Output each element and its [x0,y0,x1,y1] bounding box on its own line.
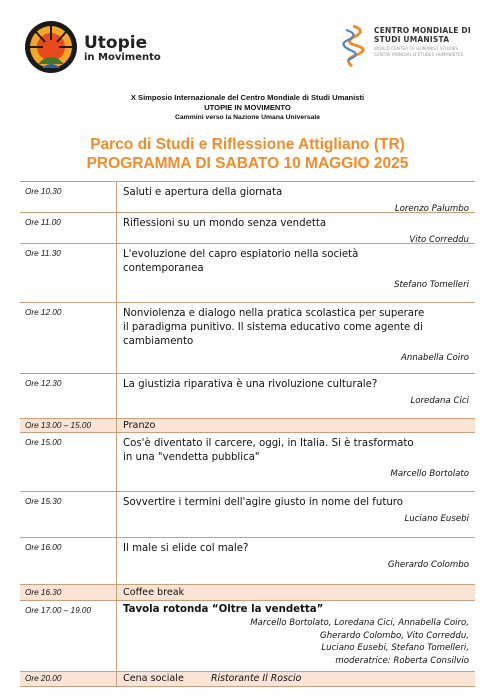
column-divider [116,433,117,491]
column-divider [116,244,117,302]
cmsu-logo [336,22,486,74]
cmsu-logo-sub2: CENTRE MONDIAL D'ÉTUDES HUMANISTES [374,52,464,57]
row-time: Ore 17.00 – 19.00 [25,606,92,615]
sun-logo-icon [24,20,78,74]
row-speaker: Loredana Cici [410,396,469,406]
row-speaker: Lorenzo Palumbo [394,204,469,214]
column-divider [116,492,117,537]
row-speaker: Vito Correddu [409,235,469,245]
program-row [20,212,475,243]
row-title-line: il paradigma punitivo. Il sistema educativo come agente di [123,322,423,333]
program-row [20,491,475,537]
row-title: Il male si elide col male? [123,543,249,554]
row-time: Ore 15.30 [25,497,62,506]
column-divider [116,672,117,686]
row-speaker-line: Marcello Bortolato, Loredana Cici, Annabella Coiro, [250,618,469,628]
column-divider [116,419,117,432]
program-row [20,302,475,373]
swirl-logo-icon [336,22,370,68]
program-table [20,181,475,687]
row-title-line: L'evoluzione del capro espiatorio nella società [123,249,359,260]
row-time: Ore 11.00 [25,218,61,227]
row-speaker-line: Gherardo Colombo, Vito Correddu, [320,630,469,641]
program-row [20,181,475,212]
row-time: Ore 11.30 [25,249,61,258]
program-row [20,243,475,302]
row-time: Ore 15.00 [25,438,62,447]
cmsu-logo-sub1: WORLD CENTER OF HUMANIST STUDIES [374,46,459,51]
row-time: Ore 16.30 [25,588,62,597]
column-divider [116,374,117,418]
row-title-line: Cos'è diventato il carcere, oggi, in Italia. Si è trasformato [123,438,414,449]
row-title-line: contemporanea [123,263,204,274]
column-divider [116,601,117,671]
row-time: Ore 20.00 [25,674,62,683]
column-divider [116,538,117,584]
intro-line1: X Simposio Internazionale del Centro Mondiale di Studi Umanisti [130,93,365,102]
row-title-wrap [123,672,471,685]
utopie-logo-subtitle: in Movimento [84,52,161,63]
row-speaker-line: moderatrice: Roberta Consilvio [335,655,469,666]
cmsu-logo-line1: CENTRO MONDIALE DI [374,26,471,35]
row-title: Saluti e apertura della giornata [123,187,283,198]
utopie-logo-title: Utopie [84,33,148,53]
column-divider [116,182,117,212]
symposium-intro [0,93,495,123]
row-title-line: cambiamento [123,336,194,347]
row-time: Ore 13.00 – 15.00 [25,421,92,430]
row-title: Sovvertire i termini dell'agire giusto in nome del futuro [123,497,404,508]
row-speaker: Gherardo Colombo [387,560,469,570]
cmsu-logo-line2: STUDI UMANISTA [374,35,450,44]
column-divider [116,213,117,243]
row-speaker: Marcello Bortolato [390,469,469,479]
program-row-dinner [20,671,475,687]
program-row-break [20,584,475,600]
intro-line3: Cammini verso la Nazione Umana Universale [174,114,321,121]
row-speaker: Luciano Eusebi [404,514,469,524]
row-time: Ore 10.30 [25,187,62,196]
intro-line2: UTOPIE IN MOVIMENTO [204,103,291,112]
row-title: Pranzo [123,420,156,431]
row-speaker: Stefano Tomelleri [394,280,469,290]
row-title: Cena sociale [123,673,184,684]
row-title-line: Nonviolenza e dialogo nella pratica scolastica per superare [123,308,425,319]
row-title: Tavola rotonda “Oltre la vendetta” [123,604,324,615]
program-row [20,432,475,491]
heading-date: PROGRAMMA DI SABATO 10 MAGGIO 2025 [86,155,409,172]
row-time: Ore 16.00 [25,543,62,552]
program-row [20,537,475,584]
column-divider [116,303,117,373]
row-title: La giustizia riparativa è una rivoluzione culturale? [123,379,378,390]
row-venue: Ristorante Il Roscio [211,673,302,684]
row-title-line: in una "vendetta pubblica" [123,452,260,463]
row-time: Ore 12.00 [25,308,62,317]
column-divider [116,585,117,600]
heading-venue: Parco di Studi e Riflessione Attigliano (TR) [90,136,405,153]
row-time: Ore 12.30 [25,379,62,388]
row-speaker: Annabella Coiro [401,353,469,363]
program-row-break [20,418,475,432]
program-heading [0,135,495,173]
row-speaker-line: Luciano Eusebi, Stefano Tomelleri, [321,643,469,653]
program-row [20,373,475,418]
program-row [20,600,475,671]
row-title: Riflessioni su un mondo senza vendetta [123,218,327,229]
row-title: Coffee break [123,587,185,598]
utopie-logo [22,18,192,76]
